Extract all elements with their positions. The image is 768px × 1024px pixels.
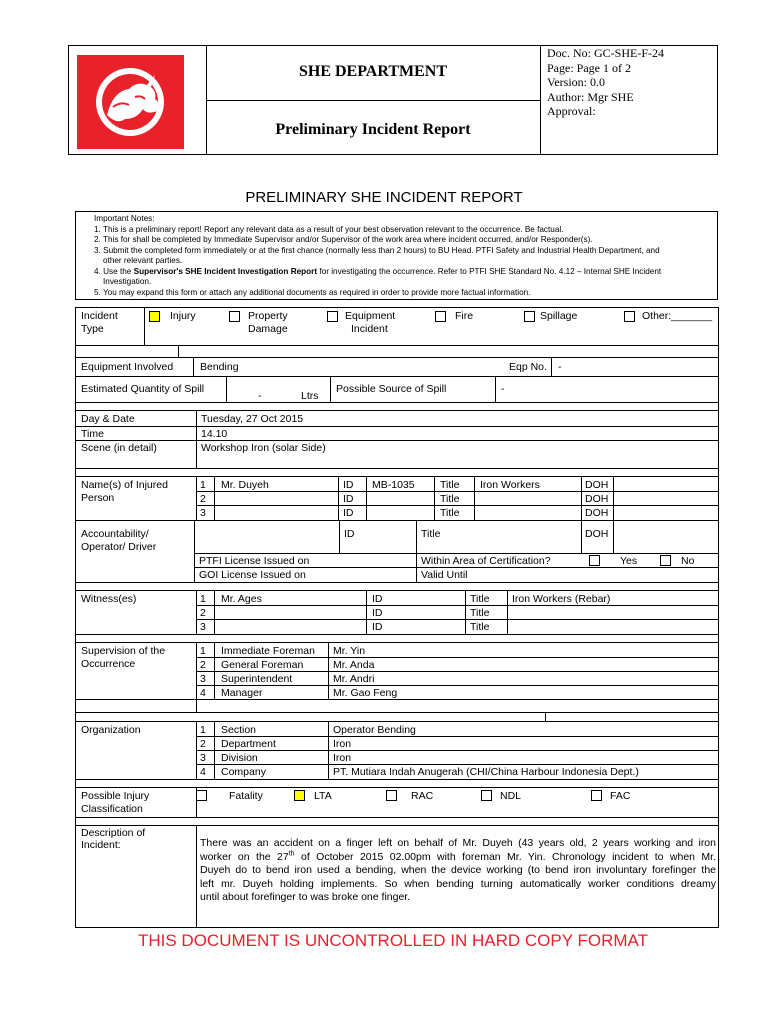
day-date-label: Day & Date xyxy=(81,413,135,425)
organization-value[interactable]: Operator Bending xyxy=(333,724,416,736)
supervision-name[interactable]: Mr. Gao Feng xyxy=(333,687,398,699)
injury-checkbox[interactable] xyxy=(149,311,160,322)
important-notes xyxy=(75,211,718,300)
within-area-no-checkbox[interactable] xyxy=(660,555,671,566)
spill-source-value[interactable]: - xyxy=(501,383,505,395)
spillage-label: Spillage xyxy=(540,310,578,322)
rac-checkbox[interactable] xyxy=(386,790,397,801)
author: Author: Mgr SHE xyxy=(547,89,634,104)
row-number: 1 xyxy=(200,479,206,491)
company-logo xyxy=(77,55,184,149)
property-damage-label: Property Damage xyxy=(248,310,288,335)
injured-title[interactable]: Iron Workers xyxy=(480,479,540,491)
version: Version: 0.0 xyxy=(547,75,605,89)
accountability-title-label: Title xyxy=(421,528,441,540)
uncontrolled-notice: THIS DOCUMENT IS UNCONTROLLED IN HARD COPY FORMAT xyxy=(137,931,649,950)
spill-source-label: Possible Source of Spill xyxy=(336,383,447,395)
fire-label: Fire xyxy=(455,310,474,322)
time-value[interactable]: 14.10 xyxy=(201,428,228,440)
goi-license-label: GOI License Issued on xyxy=(199,569,306,581)
accountability-label: Accountability/ Operator/ Driver xyxy=(81,528,157,553)
lta-label: LTA xyxy=(314,790,332,802)
row-number: 2 xyxy=(200,493,206,505)
row-number: 3 xyxy=(200,621,206,633)
accountability-doh-label: DOH xyxy=(585,528,609,540)
row-number: 1 xyxy=(200,724,206,736)
organization-value[interactable]: Iron xyxy=(333,738,352,750)
ndl-label: NDL xyxy=(500,790,522,802)
row-number: 4 xyxy=(200,766,206,778)
id-label: ID xyxy=(372,593,383,605)
eqp-no-value[interactable]: - xyxy=(558,361,562,373)
other-checkbox[interactable] xyxy=(624,311,635,322)
title-label: Title xyxy=(440,493,460,505)
row-number: 2 xyxy=(200,659,206,671)
title-label: Title xyxy=(470,607,490,619)
id-label: ID xyxy=(343,479,354,491)
department-title: SHE DEPARTMENT xyxy=(298,63,448,80)
id-label: ID xyxy=(372,621,383,633)
fac-label: FAC xyxy=(610,790,631,802)
scene-label: Scene (in detail) xyxy=(81,442,157,454)
report-title: Preliminary Incident Report xyxy=(275,121,471,138)
time-label: Time xyxy=(81,428,104,440)
title-label: Title xyxy=(440,507,460,519)
supervision-role: General Foreman xyxy=(221,659,304,671)
description-text[interactable]: There was an accident on a finger left on behalf of Mr. Duyeh (43 years old, 2 years working and iron worker on the 27th of October 2015 02.00pm with foreman Mr. Yin. Chronology incident to when Mr. Duyeh do to bend iron used a bending, when the device working (to bend iron involuntary forefinger the left mr. Duyeh holding implements. So when bending turning automatically worker conditions dreamy until about forefinger to was broke one finger. xyxy=(200,837,716,904)
organization-label: Organization xyxy=(81,724,141,736)
organization-role: Section xyxy=(221,724,257,736)
title-label: Title xyxy=(470,593,490,605)
note-5: 5. You may expand this form or attach any additional documents as required in order to provide more factual information. xyxy=(94,287,531,297)
accountability-id-label: ID xyxy=(344,528,355,540)
note-2: 2. This for shall be completed by Immediate Supervisor and/or Supervisor of the work area where incident occurred, and/or Responder(s). xyxy=(94,235,593,244)
row-number: 3 xyxy=(200,507,206,519)
form-title: PRELIMINARY SHE INCIDENT REPORT xyxy=(245,189,523,206)
row-number: 2 xyxy=(200,738,206,750)
equipment-incident-label: Equipment Incident xyxy=(345,310,396,335)
organization-role: Company xyxy=(221,766,266,778)
description-label: Description of Incident: xyxy=(81,827,146,851)
doh-label: DOH xyxy=(585,493,609,505)
equipment-involved-label: Equipment Involved xyxy=(81,361,174,373)
page-indicator: Page: Page 1 of 2 xyxy=(547,60,631,75)
valid-until-label: Valid Until xyxy=(421,569,468,581)
injury-label: Injury xyxy=(170,310,196,322)
fire-checkbox[interactable] xyxy=(435,311,446,322)
supervision-name[interactable]: Mr. Anda xyxy=(333,659,375,671)
equipment-involved-value[interactable]: Bending xyxy=(200,361,239,373)
row-number: 3 xyxy=(200,673,206,685)
id-label: ID xyxy=(372,607,383,619)
notes-heading: Important Notes: xyxy=(94,214,155,223)
row-number: 1 xyxy=(200,593,206,605)
eqp-no-label: Eqp No. xyxy=(509,361,547,373)
injured-name[interactable]: Mr. Duyeh xyxy=(221,479,269,491)
incident-type-label: Incident Type xyxy=(81,310,118,335)
witness-label: Witness(es) xyxy=(81,593,137,605)
equipment-incident-checkbox[interactable] xyxy=(327,311,338,322)
ndl-checkbox[interactable] xyxy=(481,790,492,801)
doc-number: Doc. No: GC-SHE-F-24 xyxy=(547,46,664,60)
injured-id[interactable]: MB-1035 xyxy=(372,479,415,491)
id-label: ID xyxy=(343,493,354,505)
witness-title[interactable]: Iron Workers (Rebar) xyxy=(512,593,611,605)
fatality-checkbox[interactable] xyxy=(196,790,207,801)
doh-label: DOH xyxy=(585,507,609,519)
spill-unit: Ltrs xyxy=(301,390,319,402)
title-label: Title xyxy=(440,479,460,491)
organization-value[interactable]: Iron xyxy=(333,752,352,764)
note-3-cont: other relevant parties. xyxy=(103,256,183,265)
injury-classification-label: Possible Injury Classification xyxy=(81,790,150,815)
doc-meta xyxy=(547,46,664,119)
note-3: 3. Submit the completed form immediately or at the first chance (normally less than 2 hours) to BU Head. PTFI Safety and Industrial Health Department, and xyxy=(94,245,660,255)
fatality-label: Fatality xyxy=(229,790,263,802)
rac-label: RAC xyxy=(411,790,434,802)
other-field[interactable]: Other:_______ xyxy=(642,310,713,322)
organization-role: Department xyxy=(221,738,276,750)
fac-checkbox[interactable] xyxy=(591,790,602,801)
supervision-role: Manager xyxy=(221,687,263,699)
lta-checkbox[interactable] xyxy=(294,790,305,801)
supervision-name[interactable]: Mr. Yin xyxy=(333,645,366,657)
note-4-cont: Investigation. xyxy=(103,277,152,286)
day-date-value[interactable]: Tuesday, 27 Oct 2015 xyxy=(201,413,304,425)
injured-person-label: Name(s) of Injured Person xyxy=(81,479,168,504)
row-number: 1 xyxy=(200,645,206,657)
note-1: 1. This is a preliminary report! Report any relevant data as a result of your best observation relevant to the occurrence. Be factual. xyxy=(94,224,564,234)
within-area-yes-checkbox[interactable] xyxy=(589,555,600,566)
doh-label: DOH xyxy=(585,479,609,491)
scene-value[interactable]: Workshop Iron (solar Side) xyxy=(201,442,326,454)
row-number: 3 xyxy=(200,752,206,764)
within-area-yes-label: Yes xyxy=(620,555,638,567)
within-area-no-label: No xyxy=(681,555,695,567)
spillage-checkbox[interactable] xyxy=(524,311,535,322)
property-damage-checkbox[interactable] xyxy=(229,311,240,322)
within-area-label: Within Area of Certification? xyxy=(421,555,551,567)
row-number: 2 xyxy=(200,607,206,619)
supervision-role: Immediate Foreman xyxy=(221,645,315,657)
supervision-label: Supervision of the Occurrence xyxy=(81,645,166,670)
organization-value[interactable]: PT. Mutiara Indah Anugerah (CHI/China Harbour Indonesia Dept.) xyxy=(333,766,639,778)
investigation-report-ref: Supervisor's SHE Incident Investigation Report xyxy=(133,266,318,276)
title-label: Title xyxy=(470,621,490,633)
supervision-name[interactable]: Mr. Andri xyxy=(333,673,375,685)
spill-quantity-value[interactable]: - xyxy=(258,390,262,402)
organization-role: Division xyxy=(221,752,258,764)
ptfi-license-label: PTFI License Issued on xyxy=(199,555,310,567)
note-4: 4. Use the Supervisor's SHE Incident Investigation Report for investigating the occurrence. Refer to PTFI SHE Standard No. 4.12 – Internal SHE Incident xyxy=(94,266,662,276)
row-number: 4 xyxy=(200,687,206,699)
id-label: ID xyxy=(343,507,354,519)
supervision-role: Superintendent xyxy=(221,673,293,685)
witness-name[interactable]: Mr. Ages xyxy=(221,593,262,605)
spill-quantity-label: Estimated Quantity of Spill xyxy=(81,383,205,395)
approval: Approval: xyxy=(547,104,596,118)
